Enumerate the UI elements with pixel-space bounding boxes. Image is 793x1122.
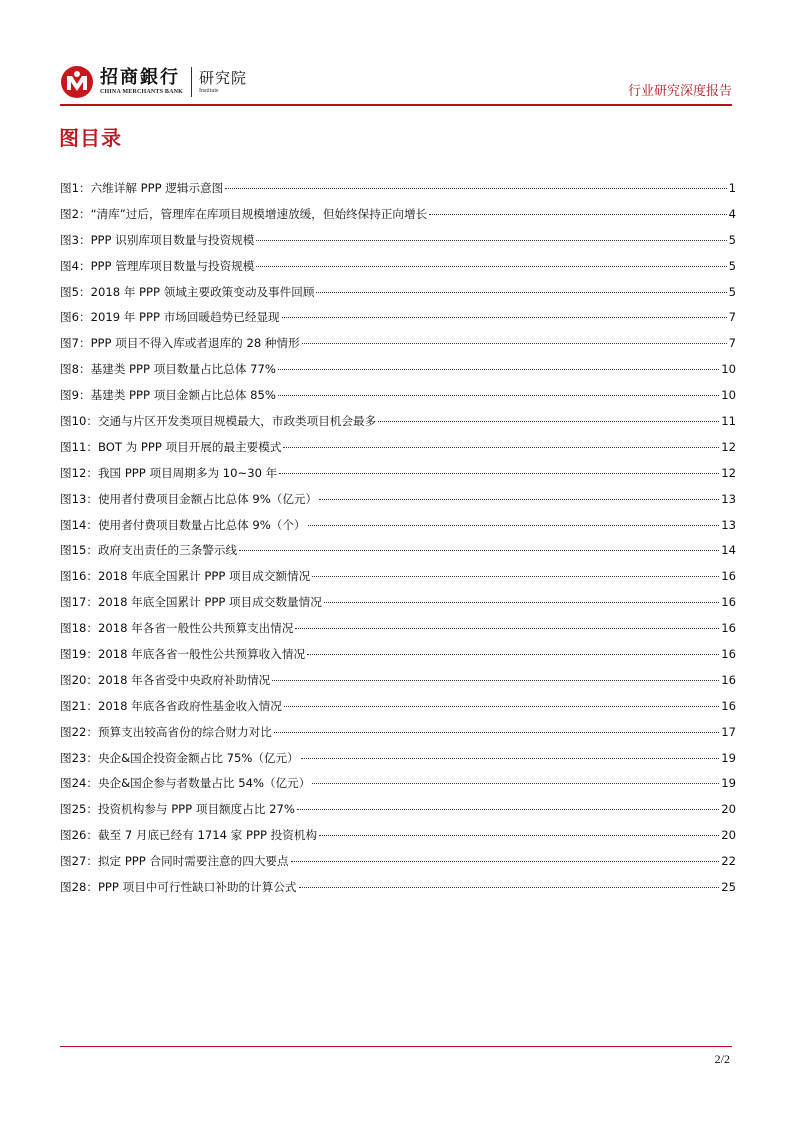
toc-entry[interactable] (60, 254, 736, 280)
toc-dot-leader (301, 758, 719, 759)
toc-entry[interactable] (60, 616, 736, 642)
toc-entry-page[interactable]: 16 (721, 672, 736, 687)
toc-entry-page[interactable]: 16 (721, 621, 736, 636)
toc-entry-label[interactable]: 图12：我国 PPP 项目周期多为 10~30 年 (60, 465, 278, 480)
toc-dot-leader (316, 292, 726, 293)
toc-dot-leader (308, 525, 720, 526)
toc-dot-leader (319, 499, 719, 500)
toc-entry-page[interactable]: 20 (721, 802, 736, 817)
toc-entry-label[interactable]: 图19：2018 年底各省一般性公共预算收入情况 (60, 647, 306, 662)
toc-entry[interactable] (60, 331, 736, 357)
toc-dot-leader (312, 576, 719, 577)
toc-entry-page[interactable]: 14 (721, 543, 736, 558)
toc-entry-label[interactable]: 图25：投资机构参与 PPP 项目额度占比 27% (60, 802, 295, 817)
toc-entry-label[interactable]: 图21：2018 年底各省政府性基金收入情况 (60, 698, 282, 713)
figure-table-of-contents (60, 176, 736, 901)
toc-entry-page[interactable]: 17 (721, 724, 736, 739)
toc-entry-label[interactable]: 图5：2018 年 PPP 领域主要政策变动及事件回顾 (60, 284, 315, 299)
toc-entry[interactable] (60, 435, 736, 461)
toc-entry-label[interactable]: 图20：2018 年各省受中央政府补助情况 (60, 672, 271, 687)
toc-entry[interactable] (60, 642, 736, 668)
toc-entry[interactable] (60, 409, 736, 435)
cmb-logo-icon (60, 65, 94, 99)
toc-entry-page[interactable]: 10 (721, 362, 736, 377)
toc-entry-label[interactable]: 图24：央企&国企参与者数量占比 54%（亿元） (60, 776, 311, 791)
toc-dot-leader (291, 861, 720, 862)
toc-entry-label[interactable]: 图9：基建类 PPP 项目金额占比总体 85% (60, 388, 276, 403)
toc-entry-page[interactable]: 13 (721, 491, 736, 506)
toc-entry[interactable] (60, 383, 736, 409)
toc-entry-label[interactable]: 图18：2018 年各省一般性公共预算支出情况 (60, 621, 294, 636)
toc-entry-page[interactable]: 16 (721, 595, 736, 610)
toc-entry-page[interactable]: 20 (721, 828, 736, 843)
toc-entry-page[interactable]: 22 (721, 854, 736, 869)
toc-dot-leader (256, 266, 726, 267)
toc-dot-leader (225, 188, 726, 189)
toc-dot-leader (272, 680, 719, 681)
toc-entry-label[interactable]: 图26：截至 7 月底已经有 1714 家 PPP 投资机构 (60, 828, 318, 843)
toc-entry[interactable] (60, 305, 736, 331)
toc-entry-page[interactable]: 16 (721, 647, 736, 662)
toc-entry-page[interactable]: 16 (721, 698, 736, 713)
toc-entry-page[interactable]: 5 (728, 232, 736, 247)
toc-entry[interactable] (60, 797, 736, 823)
header-divider (60, 104, 732, 106)
toc-entry-label[interactable]: 图22：预算支出较高省份的综合财力对比 (60, 724, 272, 739)
toc-entry-label[interactable]: 图28：PPP 项目中可行性缺口补助的计算公式 (60, 880, 297, 895)
toc-dot-leader (278, 395, 719, 396)
toc-dot-leader (312, 783, 719, 784)
toc-entry-page[interactable]: 7 (728, 310, 736, 325)
toc-entry-label[interactable]: 图16：2018 年底全国累计 PPP 项目成交额情况 (60, 569, 311, 584)
toc-entry[interactable] (60, 875, 736, 901)
toc-dot-leader (295, 628, 719, 629)
toc-dot-leader (297, 809, 719, 810)
cmb-logo (60, 62, 247, 102)
toc-entry-label[interactable]: 图2：“清库”过后，管理库在库项目规模增速放缓，但始终保持正向增长 (60, 206, 428, 221)
toc-dot-leader (284, 706, 719, 707)
toc-dot-leader (278, 369, 719, 370)
toc-entry-label[interactable]: 图15：政府支出责任的三条警示线 (60, 543, 238, 558)
toc-entry-page[interactable]: 4 (728, 206, 736, 221)
toc-entry[interactable] (60, 513, 736, 539)
toc-entry-label[interactable]: 图3：PPP 识别库项目数量与投资规模 (60, 232, 255, 247)
toc-dot-leader (256, 240, 726, 241)
toc-entry-label[interactable]: 图14：使用者付费项目数量占比总体 9%（个） (60, 517, 306, 532)
toc-dot-leader (319, 835, 719, 836)
toc-entry-page[interactable]: 16 (721, 569, 736, 584)
toc-entry[interactable] (60, 564, 736, 590)
toc-entry[interactable] (60, 487, 736, 513)
toc-entry[interactable] (60, 823, 736, 849)
toc-entry-page[interactable]: 25 (721, 880, 736, 895)
toc-entry-page[interactable]: 19 (721, 750, 736, 765)
toc-entry-page[interactable]: 12 (721, 439, 736, 454)
toc-dot-leader (282, 317, 727, 318)
bank-name-en: CHINA MERCHANTS BANK (100, 89, 184, 95)
toc-entry[interactable] (60, 228, 736, 254)
page-header (60, 62, 732, 102)
page-title: 图目录 (59, 126, 122, 150)
toc-dot-leader (279, 473, 719, 474)
report-type-label: 行业研究深度报告 (627, 84, 732, 99)
toc-entry[interactable] (60, 590, 736, 616)
footer-divider (60, 1046, 732, 1047)
toc-entry-page[interactable]: 13 (721, 517, 736, 532)
toc-dot-leader (302, 343, 727, 344)
toc-entry[interactable] (60, 202, 736, 228)
toc-entry-label[interactable]: 图17：2018 年底全国累计 PPP 项目成交数量情况 (60, 595, 322, 610)
toc-entry-label[interactable]: 图10：交通与片区开发类项目规模最大，市政类项目机会最多 (60, 414, 377, 429)
toc-entry[interactable] (60, 849, 736, 875)
toc-dot-leader (283, 447, 719, 448)
toc-entry-page[interactable]: 7 (728, 336, 736, 351)
toc-entry-label[interactable]: 图23：央企&国企投资金额占比 75%（亿元） (60, 750, 299, 765)
toc-dot-leader (429, 214, 726, 215)
toc-entry[interactable] (60, 746, 736, 772)
toc-dot-leader (274, 732, 719, 733)
institute-name-cn: 研究院 (199, 69, 248, 87)
toc-entry[interactable] (60, 176, 736, 202)
toc-dot-leader (324, 602, 719, 603)
toc-entry-page[interactable]: 10 (721, 388, 736, 403)
toc-dot-leader (378, 421, 719, 422)
toc-entry-label[interactable]: 图6：2019 年 PPP 市场回暖趋势已经显现 (60, 310, 280, 325)
toc-dot-leader (239, 550, 719, 551)
toc-entry[interactable] (60, 538, 736, 564)
toc-entry[interactable] (60, 280, 736, 306)
toc-entry[interactable] (60, 694, 736, 720)
toc-entry-label[interactable]: 图8：基建类 PPP 项目数量占比总体 77% (60, 362, 276, 377)
toc-entry-page[interactable]: 5 (728, 284, 736, 299)
toc-entry[interactable] (60, 357, 736, 383)
logo-divider (191, 67, 192, 97)
toc-entry-label[interactable]: 图7：PPP 项目不得入库或者退库的 28 种情形 (60, 336, 300, 351)
toc-entry-page[interactable]: 11 (721, 414, 736, 429)
page-number: 2/2 (714, 1052, 730, 1066)
institute-name-en: Institute (199, 88, 219, 94)
toc-entry[interactable] (60, 461, 736, 487)
toc-entry-page[interactable]: 1 (728, 181, 736, 195)
toc-entry-label[interactable]: 图4：PPP 管理库项目数量与投资规模 (60, 258, 255, 273)
toc-entry-label[interactable]: 图27：拟定 PPP 合同时需要注意的四大要点 (60, 854, 289, 869)
toc-dot-leader (299, 887, 720, 888)
toc-entry-page[interactable]: 5 (728, 258, 736, 273)
bank-name-cn: 招商銀行 (100, 67, 180, 88)
toc-entry-page[interactable]: 12 (721, 465, 736, 480)
toc-entry-page[interactable]: 19 (721, 776, 736, 791)
toc-entry-label[interactable]: 图1：六维详解 PPP 逻辑示意图 (60, 181, 224, 195)
toc-entry-label[interactable]: 图11：BOT 为 PPP 项目开展的最主要模式 (60, 439, 282, 454)
toc-entry[interactable] (60, 720, 736, 746)
toc-entry[interactable] (60, 668, 736, 694)
toc-entry-label[interactable]: 图13：使用者付费项目金额占比总体 9%（亿元） (60, 491, 318, 506)
toc-entry[interactable] (60, 771, 736, 797)
toc-dot-leader (307, 654, 719, 655)
